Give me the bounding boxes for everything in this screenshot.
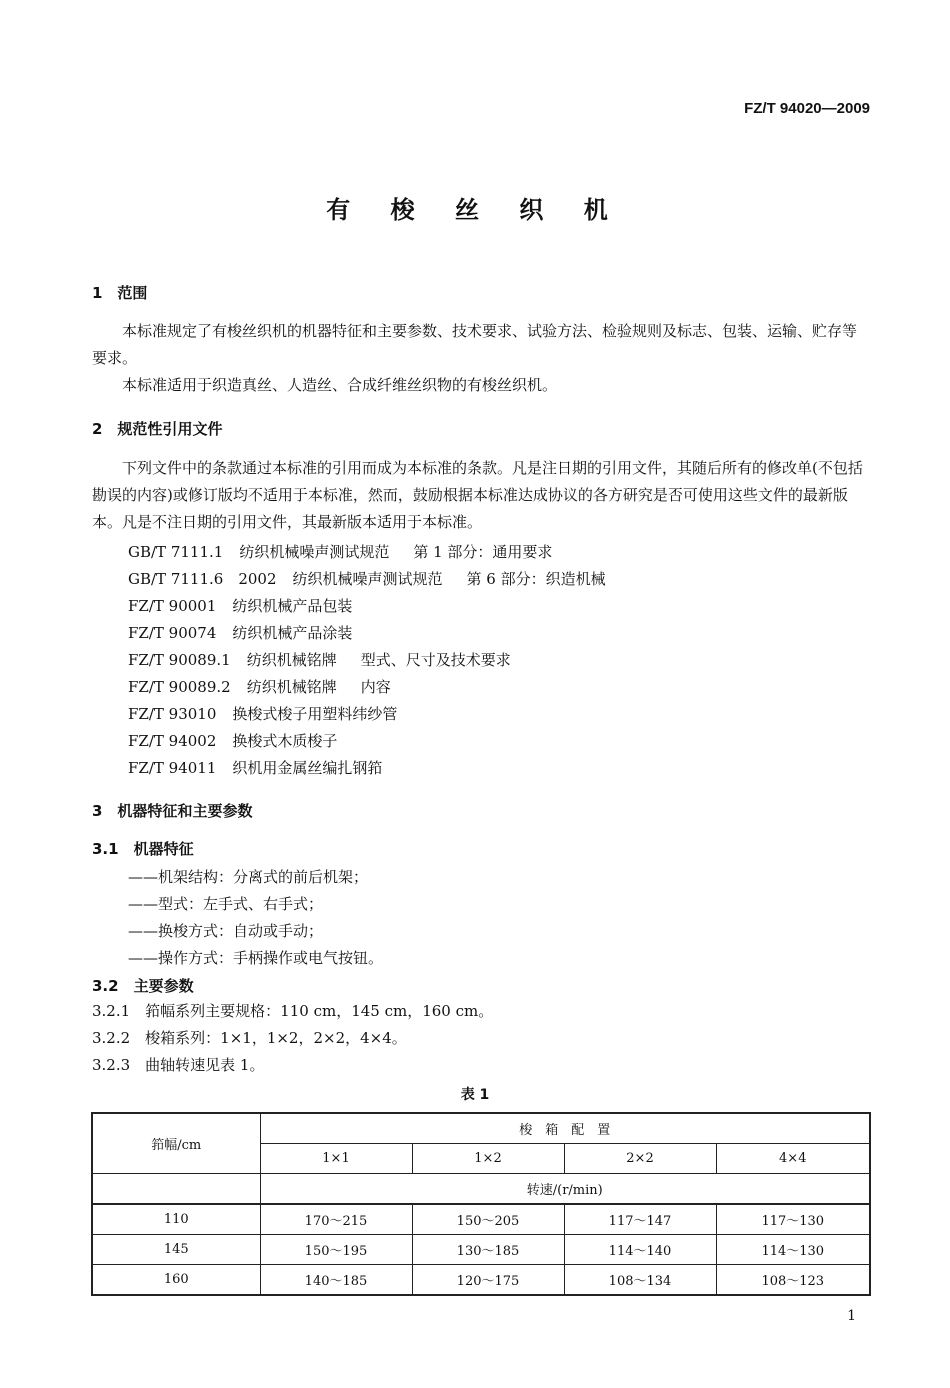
reference-title: 换梭式梭子用塑料纬纱管 bbox=[232, 705, 398, 723]
speed-cell: 108～123 bbox=[716, 1265, 870, 1296]
reed-width-header: 筘幅/cm bbox=[92, 1113, 260, 1174]
clause-3-2-3: 3.2.3 曲轴转速见表 1。 bbox=[92, 1056, 265, 1074]
table-header-row bbox=[92, 1174, 870, 1205]
speed-cell: 170～215 bbox=[260, 1204, 412, 1235]
document-title: 有 梭 丝 织 机 bbox=[326, 196, 624, 224]
config-header: 2×2 bbox=[564, 1144, 716, 1174]
reference-part: 内容 bbox=[360, 678, 391, 696]
reference-item bbox=[128, 595, 352, 616]
section-3-2-heading: 3.2 主要参数 bbox=[92, 977, 194, 995]
section-3-1-heading: 3.1 机器特征 bbox=[92, 840, 194, 858]
config-header: 1×1 bbox=[260, 1144, 412, 1174]
reference-code: FZ/T 90074 bbox=[128, 624, 217, 642]
reference-title: 纺织机械产品涂装 bbox=[232, 624, 353, 642]
config-header: 4×4 bbox=[716, 1144, 870, 1174]
reed-width-cell: 160 bbox=[92, 1265, 260, 1296]
reference-item bbox=[128, 730, 337, 751]
reference-item bbox=[128, 649, 511, 670]
reference-code: GB/T 7111.1 bbox=[128, 543, 224, 561]
speed-table bbox=[91, 1112, 871, 1296]
empty-cell bbox=[92, 1174, 260, 1205]
reference-item bbox=[128, 676, 391, 697]
reference-item bbox=[128, 757, 382, 778]
reference-item bbox=[128, 703, 397, 724]
reference-part: 第 1 部分：通用要求 bbox=[413, 543, 553, 561]
reed-width-cell: 145 bbox=[92, 1235, 260, 1265]
reference-title: 纺织机械噪声测试规范 bbox=[292, 570, 443, 588]
speed-cell: 130～185 bbox=[412, 1235, 564, 1265]
speed-cell: 120～175 bbox=[412, 1265, 564, 1296]
feature-item: ——型式：左手式、右手式； bbox=[128, 895, 324, 913]
reference-part: 第 6 部分：织造机械 bbox=[466, 570, 606, 588]
reference-code: FZ/T 90001 bbox=[128, 597, 217, 615]
reference-title: 纺织机械铭牌 bbox=[246, 678, 337, 696]
reed-width-cell: 110 bbox=[92, 1204, 260, 1235]
section-1-paragraph-1: 本标准规定了有梭丝织机的机器特征和主要参数、技术要求、试验方法、检验规则及标志、包装、运输、贮存等要求。 bbox=[92, 322, 858, 367]
speed-unit-header: 转速/(r/min) bbox=[260, 1174, 870, 1205]
feature-item: ——操作方式：手柄操作或电气按钮。 bbox=[128, 949, 384, 967]
table-row bbox=[92, 1265, 870, 1296]
reference-item bbox=[128, 622, 352, 643]
reference-code: FZ/T 94002 bbox=[128, 732, 217, 750]
feature-item: ——换梭方式：自动或手动； bbox=[128, 922, 324, 940]
reference-code: FZ/T 93010 bbox=[128, 705, 217, 723]
reference-item bbox=[128, 568, 606, 589]
reference-title: 纺织机械产品包装 bbox=[232, 597, 353, 615]
speed-cell: 114～130 bbox=[716, 1235, 870, 1265]
page-number: 1 bbox=[847, 1308, 856, 1324]
speed-cell: 140～185 bbox=[260, 1265, 412, 1296]
reference-title: 织机用金属丝编扎钢筘 bbox=[232, 759, 383, 777]
reference-code: FZ/T 94011 bbox=[128, 759, 217, 777]
config-header: 1×2 bbox=[412, 1144, 564, 1174]
reference-code: GB/T 7111.6 2002 bbox=[128, 570, 277, 588]
reference-title: 换梭式木质梭子 bbox=[232, 732, 338, 750]
speed-cell: 150～195 bbox=[260, 1235, 412, 1265]
reference-title: 纺织机械铭牌 bbox=[246, 651, 337, 669]
speed-cell: 117～130 bbox=[716, 1204, 870, 1235]
speed-cell: 117～147 bbox=[564, 1204, 716, 1235]
section-1-paragraph-2: 本标准适用于织造真丝、人造丝、合成纤维丝织物的有梭丝织机。 bbox=[122, 376, 558, 394]
clause-3-2-2: 3.2.2 梭箱系列：1×1，1×2，2×2，4×4。 bbox=[92, 1029, 407, 1047]
table-row bbox=[92, 1204, 870, 1235]
reference-code: FZ/T 90089.2 bbox=[128, 678, 231, 696]
speed-cell: 150～205 bbox=[412, 1204, 564, 1235]
clause-3-2-1: 3.2.1 筘幅系列主要规格：110 cm，145 cm，160 cm。 bbox=[92, 1002, 494, 1020]
section-2-heading: 2 规范性引用文件 bbox=[92, 420, 223, 438]
reference-title: 纺织机械噪声测试规范 bbox=[239, 543, 390, 561]
section-1-heading: 1 范围 bbox=[92, 284, 148, 302]
table-header-row bbox=[92, 1113, 870, 1144]
shuttle-box-header: 梭 箱 配 置 bbox=[260, 1113, 870, 1144]
table-caption: 表 1 bbox=[460, 1087, 490, 1103]
reference-part: 型式、尺寸及技术要求 bbox=[360, 651, 511, 669]
section-3-heading: 3 机器特征和主要参数 bbox=[92, 802, 253, 820]
table-row bbox=[92, 1235, 870, 1265]
reference-item bbox=[128, 541, 552, 562]
feature-item: ——机架结构：分离式的前后机架； bbox=[128, 868, 369, 886]
section-2-paragraph: 下列文件中的条款通过本标准的引用而成为本标准的条款。凡是注日期的引用文件，其随后所有的修改单(不包括勘误的内容)或修订版均不适用于本标准，然而，鼓励根据本标准达成协议的各方研究是否可使用这些文件的最新版本。凡是不注日期的引用文件，其最新版本适用于本标准。 bbox=[92, 459, 863, 531]
standard-number: FZ/T 94020—2009 bbox=[744, 100, 870, 117]
reference-code: FZ/T 90089.1 bbox=[128, 651, 231, 669]
speed-cell: 114～140 bbox=[564, 1235, 716, 1265]
speed-cell: 108～134 bbox=[564, 1265, 716, 1296]
